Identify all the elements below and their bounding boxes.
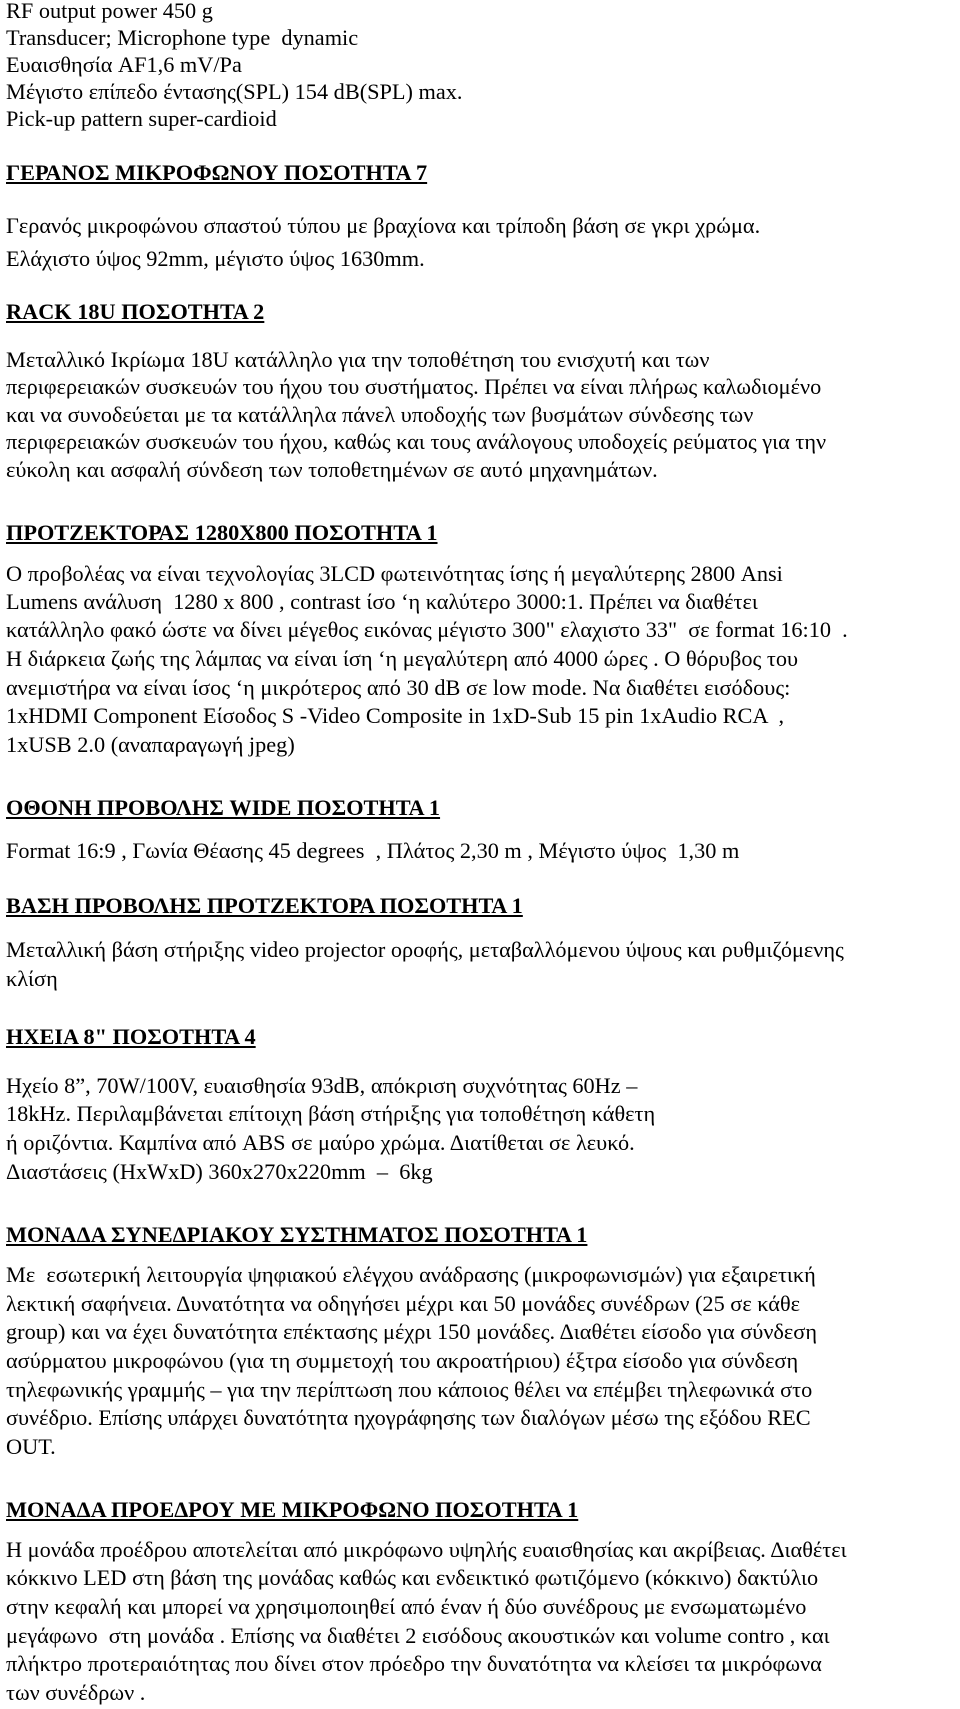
paragraph-line: και να συνοδεύεται με τα κατάλληλα πάνελ υποδοχής των βυσμάτων σύνδεσης των (6, 402, 754, 427)
paragraph-line: ή οριζόντια. Καμπίνα από ABS σε μαύρο χρώμα. Διατίθεται σε λευκό. (6, 1130, 635, 1155)
intro-line: Pick-up pattern super-cardioid (6, 106, 277, 131)
intro-line: Transducer; Microphone type dynamic (6, 25, 359, 50)
paragraph-line: 1xUSB 2.0 (αναπαραγωγή jpeg) (6, 732, 295, 757)
intro-line: Ευαισθησία AF1,6 mV/Pa (6, 52, 242, 77)
paragraph-line: μεγάφωνο στη μονάδα . Επίσης να διαθέτει 2 εισόδους ακουστικών και volume contro , και (6, 1623, 830, 1648)
paragraph-line: Με εσωτερική λειτουργία ψηφιακού ελέγχου ανάδρασης (μικροφωνισμών) για εξαιρετική (6, 1262, 816, 1287)
section-heading-projector-mount: ΒΑΣΗ ΠΡΟΒΟΛΗΣ ΠΡΟΤΖΕΚΤΟΡΑ ΠΟΣΟΤΗΤΑ 1 (6, 893, 523, 918)
paragraph-line: τηλεφωνικής γραμμής – για την περίπτωση που κάποιος θέλει να επέμβει τηλεφωνικά στο (6, 1377, 813, 1402)
paragraph-line: περιφερειακών συσκευών του ήχου του συστήματος. Πρέπει να είναι πλήρως καλωδιομένο (6, 374, 822, 399)
paragraph-line: πλήκτρο προτεραιότητας που δίνει στον πρόεδρο την δυνατότητα να κλείσει τα μικρόφωνα (6, 1651, 822, 1676)
section-heading-conference-unit: ΜΟΝΑΔΑ ΣΥΝΕΔΡΙΑΚΟΥ ΣΥΣΤΗΜΑΤΟΣ ΠΟΣΟΤΗΤΑ 1 (6, 1222, 588, 1247)
paragraph-line: ανεμιστήρα να είναι ίσος ‘η μικρότερος από 30 dB σε low mode. Να διαθέτει εισόδους: (6, 675, 791, 700)
paragraph-line: Lumens ανάλυση 1280 x 800 , contrast ίσο ‘η καλύτερο 3000:1. Πρέπει να διαθέτει (6, 589, 758, 614)
section-heading-projection-screen: ΟΘΟΝΗ ΠΡΟΒΟΛΗΣ WIDE ΠΟΣΟΤΗΤΑ 1 (6, 795, 441, 820)
paragraph-line: κατάλληλο φακό ώστε να δίνει μέγεθος εικόνας μέγιστο 300" ελαχιστο 33" σε format 16:10 . (6, 617, 848, 642)
paragraph-line: Γερανός μικροφώνου σπαστού τύπου με βραχίονα και τρίποδη βάση σε γκρι χρώμα. (6, 213, 761, 238)
section-heading-chairman-unit: ΜΟΝΑΔΑ ΠΡΟΕΔΡΟΥ ΜΕ ΜΙΚΡΟΦΩΝΟ ΠΟΣΟΤΗΤΑ 1 (6, 1497, 579, 1522)
paragraph-line: group) και να έχει δυνατότητα επέκτασης μέχρι 150 μονάδες. Διαθέτει είσοδο για σύνδεση (6, 1319, 817, 1344)
paragraph-line: κόκκινο LED στη βάση της μονάδας καθώς και ενδεικτικό φωτιζόμενο (κόκκινο) δακτύλιο (6, 1565, 819, 1590)
paragraph-line: 18kHz. Περιλαμβάνεται επίτοιχη βάση στήριξης για τοποθέτηση κάθετη (6, 1101, 656, 1126)
paragraph-line: κλίση (6, 966, 58, 991)
paragraph-line: συνέδριο. Επίσης υπάρχει δυνατότητα ηχογράφησης των διαλόγων μέσω της εξόδου REC (6, 1405, 811, 1430)
paragraph-line: Ηχείο 8”, 70W/100V, ευαισθησία 93dB, απόκριση συχνότητας 60Hz – (6, 1073, 638, 1098)
paragraph-line: OUT. (6, 1434, 56, 1459)
paragraph-line: Η μονάδα προέδρου αποτελείται από μικρόφωνο υψηλής ευαισθησίας και ακρίβειας. Διαθέτει (6, 1537, 847, 1562)
paragraph-line: ασύρματου μικροφώνου (για τη συμμετοχή του ακροατήριου) έξτρα είσοδο για σύνδεση (6, 1348, 799, 1373)
paragraph-line: 1xHDMI Component Είσοδος S -Video Composite in 1xD-Sub 15 pin 1xAudio RCA , (6, 703, 785, 728)
paragraph-line: Ο προβολέας να είναι τεχνολογίας 3LCD φωτεινότητας ίσης ή μεγαλύτερης 2800 Ansi (6, 561, 783, 586)
paragraph-line: Ελάχιστο ύψος 92mm, μέγιστο ύψος 1630mm. (6, 246, 425, 271)
paragraph-line: περιφερειακών συσκευών του ήχου, καθώς και τους ανάλογους υποδοχείς ρεύματος για την (6, 429, 827, 454)
paragraph-line: εύκολη και ασφαλή σύνδεση των τοποθετημένων σε αυτό μηχανημάτων. (6, 457, 658, 482)
intro-line: RF output power 450 g (6, 0, 213, 23)
paragraph-line: Μεταλλικό Ικρίωμα 18U κατάλληλο για την τοποθέτηση του ενισχυτή και των (6, 347, 710, 372)
paragraph-line: λεκτική σαφήνεια. Δυνατότητα να οδηγήσει μέχρι και 50 μονάδες συνέδρων (25 σε κάθε (6, 1291, 801, 1316)
paragraph-line: των συνέδρων . (6, 1680, 146, 1705)
paragraph-line: Η διάρκεια ζωής της λάμπας να είναι ίση ‘η μεγαλύτερη από 4000 ώρες . Ο θόρυβος του (6, 646, 799, 671)
section-heading-speakers: ΗΧΕΙΑ 8" ΠΟΣΟΤΗΤΑ 4 (6, 1024, 256, 1049)
paragraph-line: Διαστάσεις (HxWxD) 360x270x220mm – 6kg (6, 1159, 433, 1184)
paragraph-line: Format 16:9 , Γωνία Θέασης 45 degrees , Πλάτος 2,30 m , Μέγιστο ύψος 1,30 m (6, 838, 740, 863)
section-heading-rack: RACK 18U ΠΟΣΟΤΗΤΑ 2 (6, 299, 265, 324)
section-heading-projector: ΠΡΟΤΖΕΚΤΟΡΑΣ 1280Χ800 ΠΟΣΟΤΗΤΑ 1 (6, 520, 438, 545)
paragraph-line: Μεταλλική βάση στήριξης video projector οροφής, μεταβαλλόμενου ύψους και ρυθμιζόμενης (6, 937, 844, 962)
intro-line: Μέγιστο επίπεδο έντασης(SPL) 154 dB(SPL) max. (6, 79, 463, 104)
section-heading-mic-boom: ΓΕΡΑΝΟΣ ΜΙΚΡΟΦΩΝΟΥ ΠΟΣΟΤΗΤΑ 7 (6, 160, 428, 185)
paragraph-line: στην κεφαλή και μπορεί να χρησιμοποιηθεί από έναν ή δύο συνέδρους με ενσωματωμένο (6, 1594, 807, 1619)
